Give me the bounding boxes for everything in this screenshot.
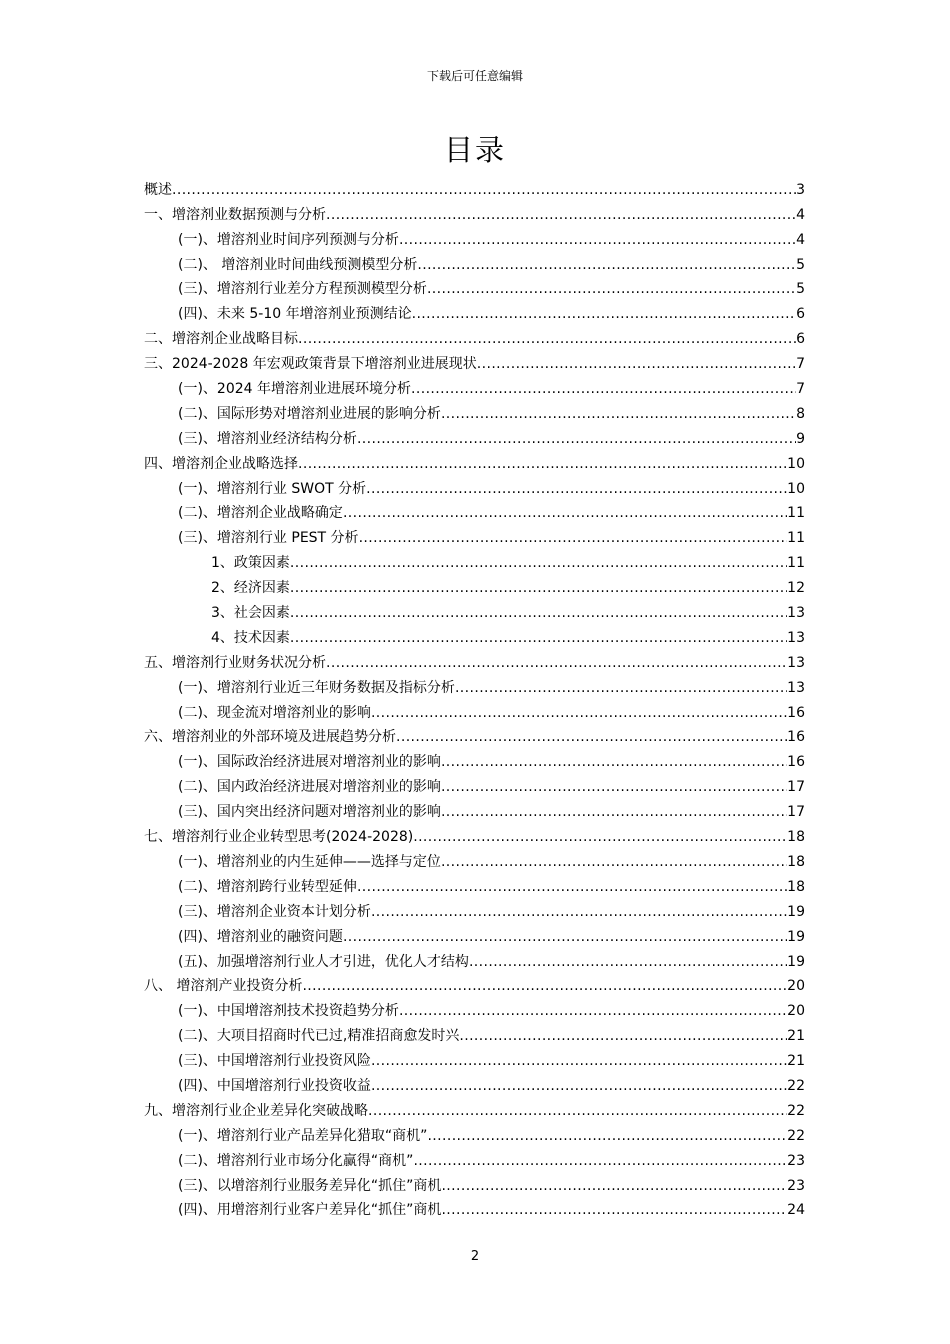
toc-entry-page: 22 bbox=[787, 1102, 805, 1119]
toc-dot-leader bbox=[441, 753, 787, 772]
toc-entry-text: 三、2024-2028 年宏观政策背景下增溶剂业进展现状 bbox=[144, 356, 477, 373]
toc-entry-text: 3、社会因素 bbox=[211, 605, 290, 622]
toc-entry-text: (二)、增溶剂跨行业转型延伸 bbox=[178, 878, 357, 895]
toc-entry-text: (一)、增溶剂业的内生延伸——选择与定位 bbox=[178, 853, 441, 870]
toc-entry[interactable] bbox=[0, 873, 950, 898]
toc-dot-leader bbox=[399, 231, 796, 250]
toc-entry-page: 16 bbox=[787, 704, 805, 721]
toc-entry-text: (二)、现金流对增溶剂业的影响 bbox=[178, 704, 371, 721]
toc-dot-leader bbox=[441, 1201, 787, 1220]
toc-entry-text: 四、增溶剂企业战略选择 bbox=[144, 455, 298, 472]
toc-entry-text: (二)、国内政治经济进展对增溶剂业的影响 bbox=[178, 779, 441, 796]
toc-dot-leader bbox=[441, 778, 787, 797]
toc-dot-leader bbox=[413, 1152, 787, 1171]
toc-entry[interactable] bbox=[0, 176, 950, 201]
page-header-note: 下载后可任意编辑 bbox=[426, 69, 523, 83]
toc-entry-text: 二、增溶剂企业战略目标 bbox=[144, 331, 298, 348]
toc-entry[interactable] bbox=[0, 724, 950, 749]
toc-entry-text: (三)、增溶剂业经济结构分析 bbox=[178, 430, 357, 447]
toc-dot-leader bbox=[396, 728, 787, 747]
toc-entry[interactable] bbox=[0, 226, 950, 251]
toc-entry-text: (一)、增溶剂行业产品差异化猎取“商机” bbox=[178, 1127, 428, 1144]
toc-entry-text: (四)、增溶剂业的融资问题 bbox=[178, 928, 343, 945]
toc-dot-leader bbox=[359, 529, 788, 548]
toc-entry-page: 13 bbox=[787, 654, 805, 671]
toc-entry[interactable] bbox=[0, 276, 950, 301]
toc-dot-leader bbox=[371, 1077, 787, 1096]
toc-entry-page: 21 bbox=[787, 1053, 805, 1070]
toc-entry[interactable] bbox=[0, 823, 950, 848]
toc-entry[interactable] bbox=[0, 1197, 950, 1222]
toc-entry[interactable] bbox=[0, 400, 950, 425]
toc-entry-page: 10 bbox=[787, 455, 805, 472]
toc-entry[interactable] bbox=[0, 325, 950, 350]
toc-entry-page: 5 bbox=[796, 256, 805, 273]
toc-entry-page: 3 bbox=[796, 181, 805, 198]
toc-entry-page: 11 bbox=[787, 530, 805, 547]
toc-dot-leader bbox=[417, 256, 796, 275]
toc-entry-text: (二)、 增溶剂业时间曲线预测模型分析 bbox=[178, 256, 418, 273]
toc-dot-leader bbox=[371, 1052, 787, 1071]
toc-entry-text: 七、增溶剂行业企业转型思考(2024-2028) bbox=[144, 829, 414, 846]
toc-entry-page: 5 bbox=[796, 281, 805, 298]
toc-entry[interactable] bbox=[0, 300, 950, 325]
toc-entry-text: (一)、增溶剂行业近三年财务数据及指标分析 bbox=[178, 679, 455, 696]
toc-entry-text: 2、经济因素 bbox=[211, 580, 290, 597]
toc-entry-page: 6 bbox=[796, 306, 805, 323]
toc-entry-text: 4、技术因素 bbox=[211, 629, 290, 646]
toc-entry[interactable] bbox=[0, 1047, 950, 1072]
toc-entry-page: 7 bbox=[796, 356, 805, 373]
toc-entry-page: 18 bbox=[787, 878, 805, 895]
toc-entry-page: 9 bbox=[796, 430, 805, 447]
toc-entry-text: (二)、增溶剂行业市场分化赢得“商机” bbox=[178, 1152, 414, 1169]
toc-entry-page: 16 bbox=[787, 729, 805, 746]
toc-entry[interactable] bbox=[0, 475, 950, 500]
toc-dot-leader bbox=[326, 654, 787, 673]
toc-entry-text: (四)、未来 5-10 年增溶剂业预测结论 bbox=[178, 306, 412, 323]
toc-entry-text: 九、增溶剂行业企业差异化突破战略 bbox=[144, 1102, 368, 1119]
toc-entry[interactable] bbox=[0, 251, 950, 276]
toc-entry-page: 18 bbox=[787, 853, 805, 870]
toc-entry[interactable] bbox=[0, 997, 950, 1022]
toc-entry-page: 6 bbox=[796, 331, 805, 348]
toc-entry-text: 一、增溶剂业数据预测与分析 bbox=[144, 206, 326, 223]
toc-dot-leader bbox=[399, 1002, 787, 1021]
toc-entry-text: (四)、中国增溶剂行业投资收益 bbox=[178, 1077, 371, 1094]
toc-dot-leader bbox=[427, 1127, 787, 1146]
toc-entry-text: (一)、增溶剂业时间序列预测与分析 bbox=[178, 231, 399, 248]
toc-dot-leader bbox=[371, 903, 787, 922]
toc-entry-page: 11 bbox=[787, 505, 805, 522]
toc-entry-page: 17 bbox=[787, 804, 805, 821]
toc-entry[interactable] bbox=[0, 649, 950, 674]
toc-entry[interactable] bbox=[0, 948, 950, 973]
toc-entry-page: 12 bbox=[787, 580, 805, 597]
toc-dot-leader bbox=[357, 430, 796, 449]
toc-title: 目录 bbox=[443, 133, 506, 167]
toc-entry-page: 10 bbox=[787, 480, 805, 497]
toc-entry-page: 18 bbox=[787, 829, 805, 846]
toc-entry-page: 20 bbox=[787, 978, 805, 995]
toc-dot-leader bbox=[290, 554, 787, 573]
toc-entry-text: (一)、增溶剂行业 SWOT 分析 bbox=[178, 480, 367, 497]
toc-entry-text: 五、增溶剂行业财务状况分析 bbox=[144, 654, 326, 671]
toc-entry-page: 13 bbox=[787, 629, 805, 646]
toc-dot-leader bbox=[290, 604, 787, 623]
toc-entry-page: 23 bbox=[787, 1177, 805, 1194]
toc-entry[interactable] bbox=[0, 923, 950, 948]
toc-entry[interactable] bbox=[0, 599, 950, 624]
toc-entry-page: 13 bbox=[787, 679, 805, 696]
toc-entry[interactable] bbox=[0, 574, 950, 599]
toc-dot-leader bbox=[459, 1027, 787, 1046]
toc-entry[interactable] bbox=[0, 674, 950, 699]
toc-entry-text: 1、政策因素 bbox=[211, 555, 290, 572]
toc-entry[interactable] bbox=[0, 1147, 950, 1172]
toc-entry-text: (三)、中国增溶剂行业投资风险 bbox=[178, 1053, 371, 1070]
toc-dot-leader bbox=[290, 629, 787, 648]
toc-entry-page: 22 bbox=[787, 1127, 805, 1144]
toc-entry[interactable] bbox=[0, 350, 950, 375]
toc-entry-page: 13 bbox=[787, 605, 805, 622]
toc-entry[interactable] bbox=[0, 773, 950, 798]
toc-entry-text: 六、增溶剂业的外部环境及进展趋势分析 bbox=[144, 729, 396, 746]
toc-dot-leader bbox=[455, 679, 787, 698]
toc-entry-text: (一)、中国增溶剂技术投资趋势分析 bbox=[178, 1003, 399, 1020]
toc-entry[interactable] bbox=[0, 375, 950, 400]
toc-entry-page: 19 bbox=[787, 928, 805, 945]
toc-dot-leader bbox=[441, 1177, 787, 1196]
toc-dot-leader bbox=[469, 953, 787, 972]
toc-entry[interactable] bbox=[0, 524, 950, 549]
toc-entry-page: 19 bbox=[787, 953, 805, 970]
toc-dot-leader bbox=[441, 803, 787, 822]
toc-entry-page: 7 bbox=[796, 381, 805, 398]
toc-entry-text: (一)、2024 年增溶剂业进展环境分析 bbox=[178, 381, 412, 398]
page-number: 2 bbox=[470, 1249, 480, 1264]
table-of-contents bbox=[0, 176, 950, 1221]
toc-entry-page: 16 bbox=[787, 754, 805, 771]
toc-entry-page: 4 bbox=[796, 231, 805, 248]
toc-entry-text: (四)、用增溶剂行业客户差异化“抓住”商机 bbox=[178, 1202, 442, 1219]
toc-entry-text: (二)、国际形势对增溶剂业进展的影响分析 bbox=[178, 405, 441, 422]
toc-entry[interactable] bbox=[0, 450, 950, 475]
toc-entry[interactable] bbox=[0, 798, 950, 823]
toc-entry-page: 23 bbox=[787, 1152, 805, 1169]
toc-entry-page: 21 bbox=[787, 1028, 805, 1045]
toc-dot-leader bbox=[412, 305, 796, 324]
toc-entry[interactable] bbox=[0, 748, 950, 773]
toc-entry-text: (三)、增溶剂行业差分方程预测模型分析 bbox=[178, 281, 427, 298]
toc-dot-leader bbox=[366, 480, 787, 499]
toc-entry-text: (三)、以增溶剂行业服务差异化“抓住”商机 bbox=[178, 1177, 442, 1194]
toc-entry[interactable] bbox=[0, 1022, 950, 1047]
toc-entry-text: 八、 增溶剂产业投资分析 bbox=[144, 978, 303, 995]
toc-dot-leader bbox=[290, 579, 787, 598]
toc-entry-page: 20 bbox=[787, 1003, 805, 1020]
toc-entry[interactable] bbox=[0, 624, 950, 649]
toc-dot-leader bbox=[298, 455, 787, 474]
toc-dot-leader bbox=[411, 380, 796, 399]
toc-entry[interactable] bbox=[0, 201, 950, 226]
toc-entry[interactable] bbox=[0, 1072, 950, 1097]
toc-dot-leader bbox=[343, 504, 787, 523]
toc-entry-text: (三)、增溶剂行业 PEST 分析 bbox=[178, 530, 359, 547]
toc-entry-text: (二)、大项目招商时代已过,精准招商愈发时兴 bbox=[178, 1028, 460, 1045]
toc-dot-leader bbox=[326, 206, 796, 225]
toc-entry-page: 4 bbox=[796, 206, 805, 223]
toc-dot-leader bbox=[298, 330, 796, 349]
toc-entry-page: 22 bbox=[787, 1077, 805, 1094]
toc-entry[interactable] bbox=[0, 500, 950, 525]
toc-dot-leader bbox=[357, 878, 787, 897]
toc-dot-leader bbox=[302, 977, 787, 996]
toc-entry[interactable] bbox=[0, 425, 950, 450]
toc-entry[interactable] bbox=[0, 848, 950, 873]
toc-entry[interactable] bbox=[0, 898, 950, 923]
toc-entry-page: 17 bbox=[787, 779, 805, 796]
toc-dot-leader bbox=[343, 928, 787, 947]
toc-entry-text: (三)、增溶剂企业资本计划分析 bbox=[178, 903, 371, 920]
toc-dot-leader bbox=[368, 1102, 787, 1121]
toc-dot-leader bbox=[371, 704, 787, 723]
toc-entry-text: (三)、国内突出经济问题对增溶剂业的影响 bbox=[178, 804, 441, 821]
toc-entry-page: 24 bbox=[787, 1202, 805, 1219]
toc-entry[interactable] bbox=[0, 1122, 950, 1147]
toc-entry[interactable] bbox=[0, 973, 950, 998]
toc-dot-leader bbox=[427, 280, 796, 299]
toc-entry[interactable] bbox=[0, 699, 950, 724]
toc-dot-leader bbox=[441, 853, 787, 872]
toc-dot-leader bbox=[413, 828, 787, 847]
toc-entry-text: 概述 bbox=[144, 181, 172, 198]
toc-entry[interactable] bbox=[0, 549, 950, 574]
toc-entry[interactable] bbox=[0, 1097, 950, 1122]
toc-dot-leader bbox=[441, 405, 796, 424]
toc-entry-page: 8 bbox=[796, 405, 805, 422]
toc-entry-page: 19 bbox=[787, 903, 805, 920]
toc-entry-text: (五)、加强增溶剂行业人才引进，优化人才结构 bbox=[178, 953, 469, 970]
toc-entry[interactable] bbox=[0, 1172, 950, 1197]
toc-entry-text: (二)、增溶剂企业战略确定 bbox=[178, 505, 343, 522]
toc-dot-leader bbox=[172, 181, 796, 200]
toc-dot-leader bbox=[477, 355, 796, 374]
toc-entry-text: (一)、国际政治经济进展对增溶剂业的影响 bbox=[178, 754, 441, 771]
toc-entry-page: 11 bbox=[787, 555, 805, 572]
